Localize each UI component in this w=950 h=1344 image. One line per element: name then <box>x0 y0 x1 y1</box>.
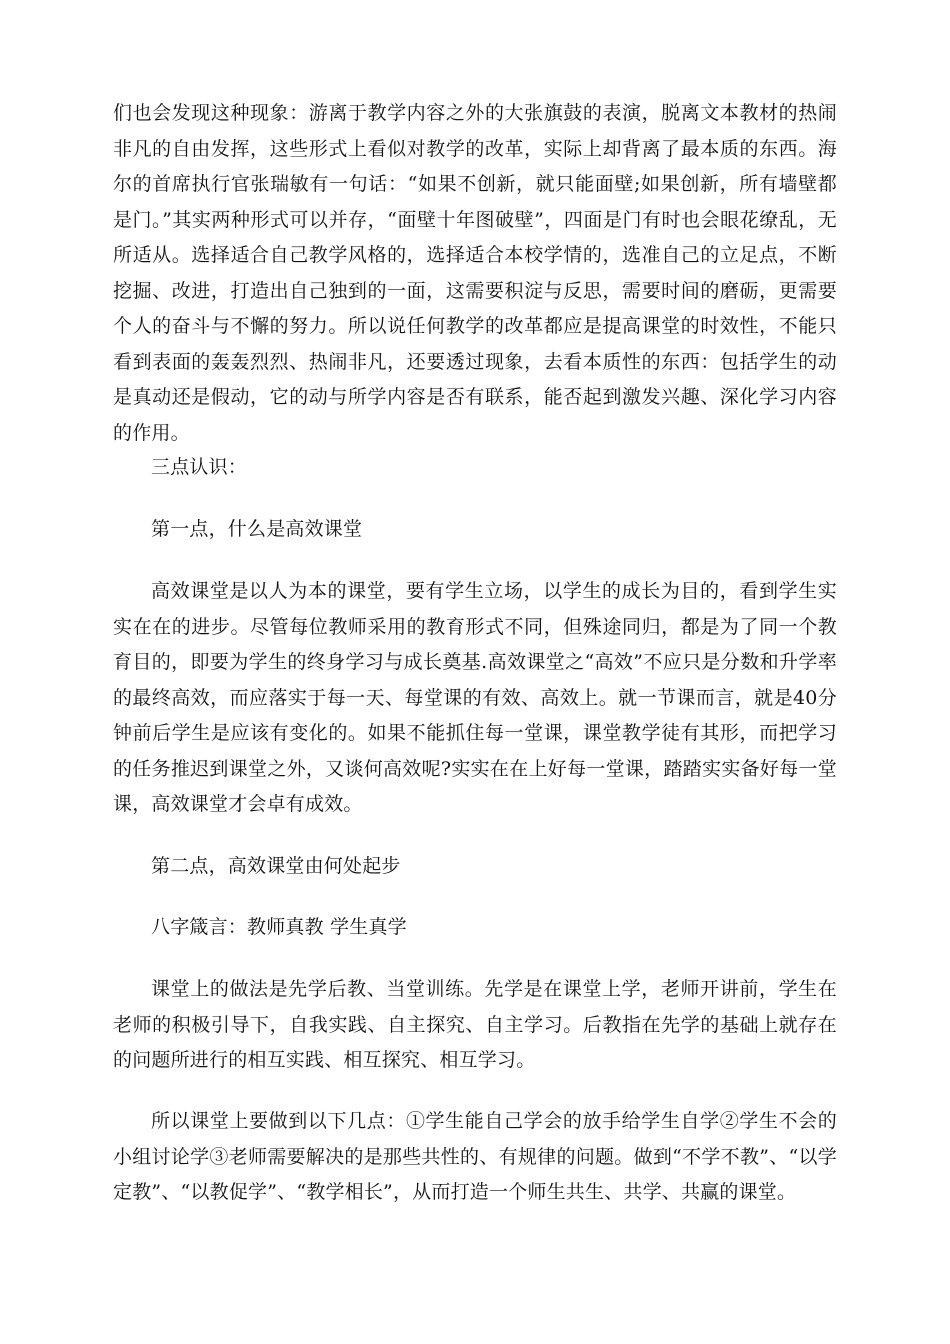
paragraph-eight-word-motto: 八字箴言：教师真教 学生真学 <box>151 916 407 938</box>
paragraph-classroom-practice: 课堂上的做法是先学后教、当堂训练。先学是在课堂上学，老师开讲前，学生在老师的积极引导下，自我实践、自主探究、自主学习。后教指在先学的基础上就存在的问题所进行的相互实践、相互探究、相互学习。 <box>113 978 837 1071</box>
paragraph-classroom-requirements: 所以课堂上要做到以下几点：①学生能自己学会的放手给学生自学②学生不会的小组讨论学③老师需要解决的是那些共性的、有规律的问题。做到“不学不教”、“以学定教”、“以教促学”、“教学相长”，从而打造一个师生共生、共学、共赢的课堂。 <box>113 1110 837 1203</box>
paragraph-point-one-heading: 第一点，什么是高效课堂 <box>151 518 363 540</box>
paragraph-three-points-heading: 三点认识： <box>151 456 248 478</box>
paragraph-efficient-classroom: 高效课堂是以人为本的课堂，要有学生立场，以学生的成长为目的，看到学生实实在在的进步。尽管每位教师采用的教育形式不同，但殊途同归，都是为了同一个教育目的，即要为学生的终身学习与成长奠基.高效课堂之“高效”不应只是分数和升学率的最终高效，而应落实于每一天、每堂课的有效、高效上。就一节课而言，就是40分钟前后学生是应该有变化的。如果不能抓住每一堂课，课堂教学徒有其形，而把学习的任务推迟到课堂之外，又谈何高效呢?实实在在上好每一堂课，踏踏实实备好每一堂课，高效课堂才会卓有成效。 <box>113 580 837 815</box>
paragraph-continuation: 们也会发现这种现象：游离于教学内容之外的大张旗鼓的表演，脱离文本教材的热闹非凡的自由发挥，这些形式上看似对教学的改革，实际上却背离了最本质的东西。海尔的首席执行官张瑞敏有一句话：“如果不创新，就只能面壁;如果创新，所有墙壁都是门。”其实两种形式可以并存，“面壁十年图破壁”，四面是门有时也会眼花缭乱，无所适从。选择适合自己教学风格的，选择适合本校学情的，选准自己的立足点，不断挖掘、改进，打造出自己独到的一面，这需要积淀与反思，需要时间的磨砺，更需要个人的奋斗与不懈的努力。所以说任何教学的改革都应是提高课堂的时效性，不能只看到表面的轰轰烈烈、热闹非凡，还要透过现象，去看本质性的东西：包括学生的动是真动还是假动，它的动与所学内容是否有联系，能否起到激发兴趣、深化学习内容的作用。 <box>113 102 837 444</box>
paragraph-point-two-heading: 第二点，高效课堂由何处起步 <box>151 855 401 877</box>
